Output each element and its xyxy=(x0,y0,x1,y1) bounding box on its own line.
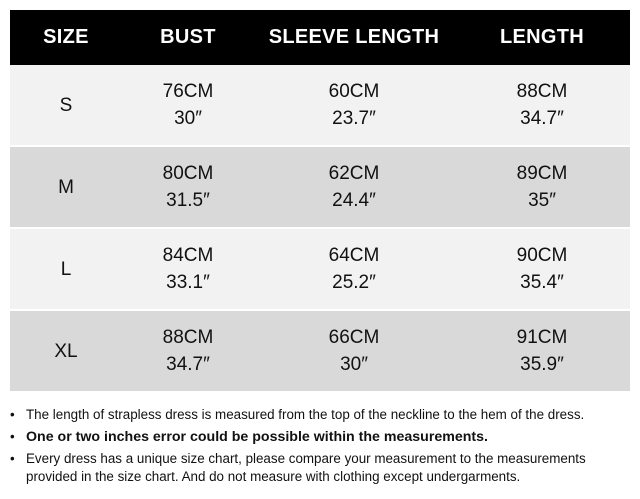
size-cell: S xyxy=(59,94,73,116)
length-in: 34.7″ xyxy=(520,108,564,129)
sleeve-cell xyxy=(254,324,454,378)
bust-cell xyxy=(122,242,254,296)
bullet-icon: • xyxy=(10,451,15,466)
length-in: 35.4″ xyxy=(520,272,564,293)
length-in: 35″ xyxy=(528,190,556,211)
note-text: The length of strapless dress is measured from the top of the neckline to the hem of the dress. xyxy=(26,407,585,422)
bust-in: 31.5″ xyxy=(166,190,210,211)
header-bust: BUST xyxy=(160,26,216,48)
length-cell xyxy=(454,78,630,132)
list-item xyxy=(8,406,632,424)
length-cm: 89CM xyxy=(516,163,568,184)
sleeve-cell xyxy=(254,242,454,296)
table-row xyxy=(10,147,630,229)
length-cm: 90CM xyxy=(516,245,568,266)
table-row xyxy=(10,311,630,393)
bust-cm: 80CM xyxy=(162,163,214,184)
table-row xyxy=(10,65,630,147)
bust-cell xyxy=(122,160,254,214)
bust-cm: 88CM xyxy=(162,327,214,348)
header-size: SIZE xyxy=(43,26,89,48)
bullet-icon: • xyxy=(10,429,15,444)
bust-cm: 84CM xyxy=(162,245,214,266)
length-cm: 91CM xyxy=(516,327,568,348)
sleeve-in: 25.2″ xyxy=(332,272,376,293)
sleeve-cm: 66CM xyxy=(328,327,380,348)
note-text: Every dress has a unique size chart, please compare your measurement to the measurements provided in the size chart. And do not measure with clothing except undergarments. xyxy=(26,451,586,484)
length-cell xyxy=(454,242,630,296)
sleeve-cell xyxy=(254,78,454,132)
sleeve-in: 23.7″ xyxy=(332,108,376,129)
list-item xyxy=(8,428,632,446)
length-cell xyxy=(454,160,630,214)
list-item xyxy=(8,450,632,486)
bust-in: 33.1″ xyxy=(166,272,210,293)
sleeve-cm: 64CM xyxy=(328,245,380,266)
notes-list xyxy=(8,406,632,490)
sleeve-in: 30″ xyxy=(340,354,368,375)
table-row xyxy=(10,229,630,311)
sleeve-cell xyxy=(254,160,454,214)
size-chart-table xyxy=(10,10,630,393)
length-in: 35.9″ xyxy=(520,354,564,375)
table-header xyxy=(10,10,630,65)
length-cell xyxy=(454,324,630,378)
size-cell: M xyxy=(58,176,74,198)
bust-cm: 76CM xyxy=(162,81,214,102)
length-cm: 88CM xyxy=(516,81,568,102)
size-cell: L xyxy=(60,258,72,280)
sleeve-in: 24.4″ xyxy=(332,190,376,211)
size-cell: XL xyxy=(54,340,78,362)
note-text: One or two inches error could be possible within the measurements. xyxy=(26,429,488,445)
bust-in: 34.7″ xyxy=(166,354,210,375)
bullet-icon: • xyxy=(10,407,15,422)
bust-cell xyxy=(122,324,254,378)
bust-cell xyxy=(122,78,254,132)
sleeve-cm: 62CM xyxy=(328,163,380,184)
sleeve-cm: 60CM xyxy=(328,81,380,102)
header-length: LENGTH xyxy=(499,26,585,48)
header-sleeve-length: SLEEVE LENGTH xyxy=(268,26,440,48)
bust-in: 30″ xyxy=(174,108,202,129)
